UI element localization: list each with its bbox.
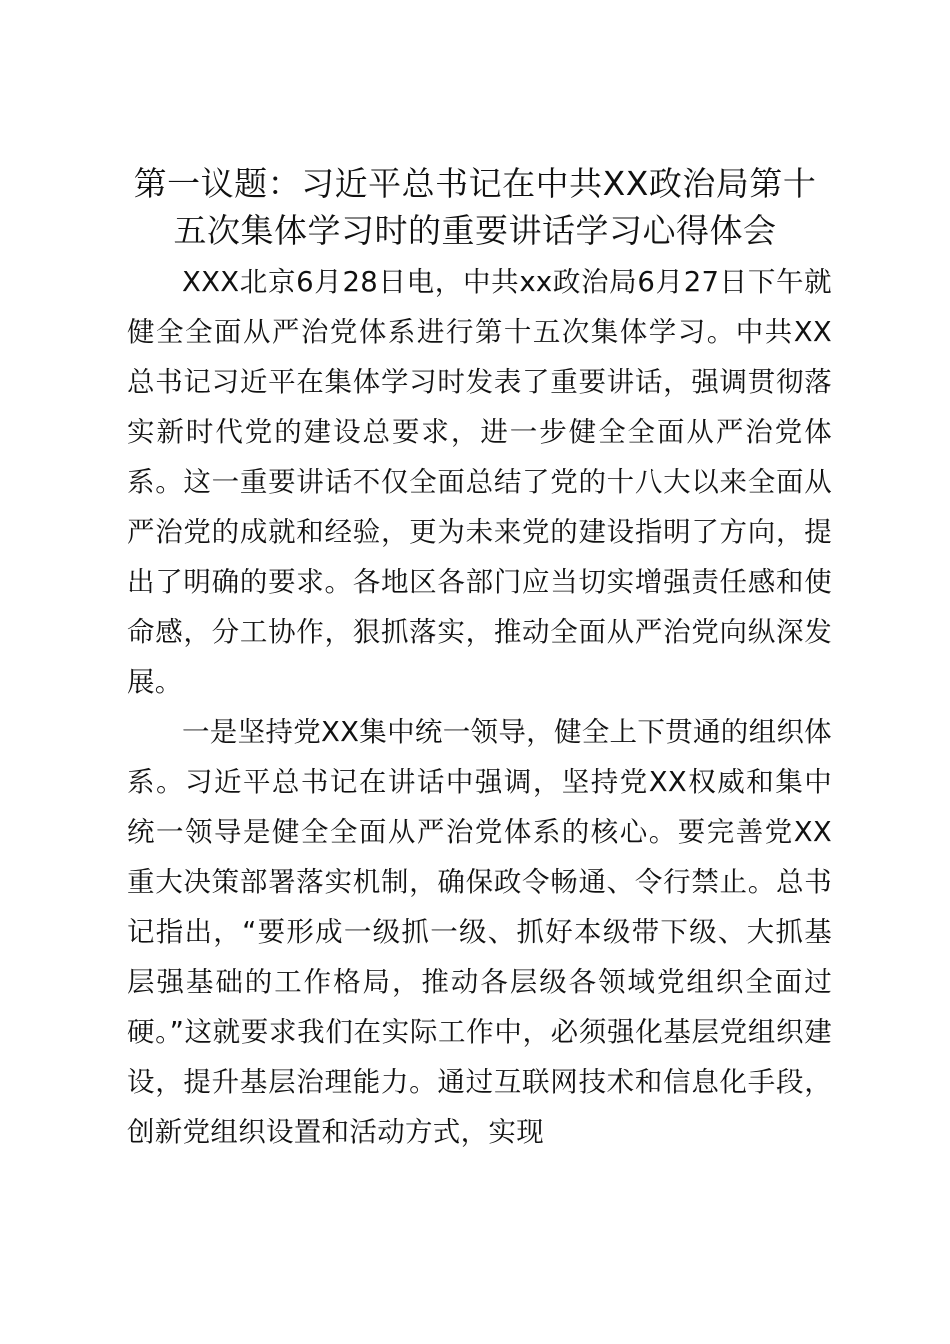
paragraph-2: 一是坚持党XX集中统一领导，健全上下贯通的组织体系。习近平总书记在讲话中强调，坚持党XX权威和集中统一领导是健全全面从严治党体系的核心。要完善党XX重大决策部署落实机制，确保政令畅通、令行禁止。总书记指出，“要形成一级抓一级、抓好本级带下级、大抓基层强基础的工作格局，推动各层级各领域党组织全面过硬。”这就要求我们在实际工作中，必须强化基层党组织建设，提升基层治理能力。通过互联网技术和信息化手段，创新党组织设置和活动方式，实现 <box>127 716 832 1148</box>
paragraph-1: XXX北京6月28日电，中共xx政治局6月27日下午就健全全面从严治党体系进行第十五次集体学习。中共XX总书记习近平在集体学习时发表了重要讲话，强调贯彻落实新时代党的建设总要求，进一步健全全面从严治党体系。这一重要讲话不仅全面总结了党的十八大以来全面从严治党的成就和经验，更为未来党的建设指明了方向，提出了明确的要求。各地区各部门应当切实增强责任感和使命感，分工协作，狠抓落实，推动全面从严治党向纵深发展。 <box>127 266 832 698</box>
document-title: 第一议题：习近平总书记在中共XX政治局第十五次集体学习时的重要讲话学习心得体会 <box>133 164 817 250</box>
document-body <box>127 257 832 1157</box>
